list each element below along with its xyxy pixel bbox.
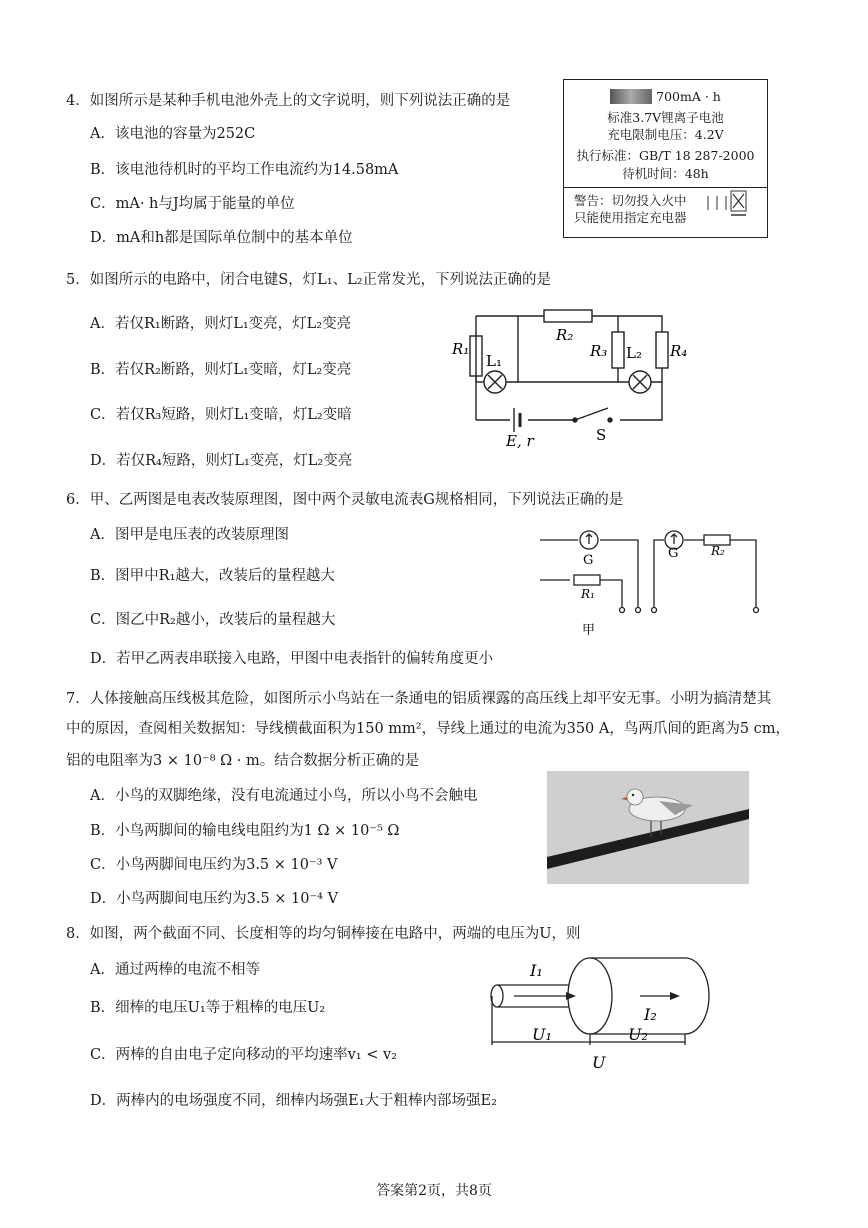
q6-stem: 6．甲、乙两图是电表改装原理图，图中两个灵敏电流表G规格相同，下列说法正确的是: [66, 492, 624, 508]
q6-option-b[interactable]: B．图甲中R₁越大，改装后的量程越大: [90, 568, 335, 584]
q6-caption-jia: 甲: [582, 623, 596, 638]
q8-stem: 8．如图，两个截面不同、长度相等的均匀铜棒接在电路中，两端的电压为U，则: [66, 926, 581, 942]
q5-label-source: E, r: [506, 432, 534, 450]
bird-on-wire-photo: [547, 771, 749, 884]
q7-option-c[interactable]: C．小鸟两脚间电压约为3.5 × 10⁻³ V: [90, 857, 338, 873]
q4-option-b[interactable]: B．该电池待机时的平均工作电流约为14.58mA: [90, 162, 399, 178]
q7-option-a[interactable]: A．小鸟的双脚绝缘，没有电流通过小鸟，所以小鸟不会触电: [90, 788, 478, 804]
q5-option-b[interactable]: B．若仅R₂断路，则灯L₁变暗，灯L₂变亮: [90, 362, 352, 378]
q7-option-d[interactable]: D．小鸟两脚间电压约为3.5 × 10⁻⁴ V: [90, 891, 339, 907]
q8-label-u2: U₂: [628, 1025, 648, 1044]
q5-option-d[interactable]: D．若仅R₄短路，则灯L₁变亮，灯L₂变亮: [90, 453, 353, 469]
q8-option-b[interactable]: B．细棒的电压U₁等于粗棒的电压U₂: [90, 1000, 326, 1016]
q6-label-g-left: G: [583, 553, 594, 568]
battery-capacity-row: [564, 87, 767, 106]
battery-charge-voltage: 充电限制电压：4.2V: [607, 127, 724, 142]
q7-stem-line3: 铝的电阻率为3 × 10⁻⁸ Ω · m。结合数据分析正确的是: [66, 753, 420, 769]
q8-label-u: U: [592, 1053, 606, 1072]
q5-label-l1: L₁: [486, 352, 502, 370]
q8-option-c[interactable]: C．两棒的自由电子定向移动的平均速率v₁ < v₂: [90, 1047, 397, 1063]
q7-option-b[interactable]: B．小鸟两脚间的输电线电阻约为1 Ω × 10⁻⁵ Ω: [90, 823, 400, 839]
q5-stem: 5．如图所示的电路中，闭合电键S，灯L₁、L₂正常发光，下列说法正确的是: [66, 272, 552, 288]
q4-option-c[interactable]: C．mA· h与J均属于能量的单位: [90, 196, 295, 212]
battery-graphic-icon: [610, 89, 652, 104]
battery-standard: 执行标准：GB/T 18 287-2000: [576, 148, 755, 163]
q8-label-i1: I₁: [530, 961, 543, 980]
q5-label-r4: R₄: [670, 342, 688, 360]
q8-rods-diagram: [480, 950, 720, 1075]
q8-option-d[interactable]: D．两棒内的电场强度不同，细棒内场强E₁大于粗棒内部场强E₂: [90, 1093, 497, 1109]
q6-option-d[interactable]: D．若甲乙两表串联接入电路，甲图中电表指针的偏转角度更小: [90, 651, 494, 667]
q5-circuit-diagram: [440, 296, 700, 456]
q5-label-r3: R₃: [590, 342, 608, 360]
q4-option-a[interactable]: A．该电池的容量为252C: [90, 126, 256, 142]
q5-label-switch: S: [596, 426, 607, 444]
q5-label-l2: L₂: [626, 344, 642, 362]
q4-stem: 4．如图所示是某种手机电池外壳上的文字说明，则下列说法正确的是: [66, 93, 511, 109]
page-footer: 答案第2页，共8页: [376, 1183, 492, 1199]
q5-option-c[interactable]: C．若仅R₃短路，则灯L₁变暗，灯L₂变暗: [90, 407, 352, 423]
q5-label-r1: R₁: [452, 340, 470, 358]
q4-option-d[interactable]: D．mA和h都是国际单位制中的基本单位: [90, 230, 353, 246]
q5-option-a[interactable]: A．若仅R₁断路，则灯L₁变亮，灯L₂变亮: [90, 316, 352, 332]
q6-label-r2: R₂: [711, 544, 725, 558]
battery-charger: 只能使用指定充电器: [574, 210, 687, 225]
q5-label-r2: R₂: [556, 326, 574, 344]
bird-photo-illustration: [547, 771, 749, 884]
q7-stem-line1: 7．人体接触高压线极其危险，如图所示小鸟站在一条通电的铝质裸露的高压线上却平安无事。小明为搞清楚其: [66, 691, 772, 707]
battery-standby: 待机时间：48h: [622, 166, 709, 181]
q8-label-u1: U₁: [532, 1025, 552, 1044]
q8-label-i2: I₂: [644, 1005, 657, 1024]
q6-label-g-right: G: [668, 546, 679, 561]
q6-meter-diagrams: [530, 522, 770, 642]
q8-option-a[interactable]: A．通过两棒的电流不相等: [90, 962, 260, 978]
q6-option-c[interactable]: C．图乙中R₂越小，改装后的量程越大: [90, 612, 336, 628]
battery-warning: 警告：切勿投入火中: [574, 191, 777, 210]
q6-label-r1: R₁: [581, 587, 595, 601]
battery-type: 标准3.7V锂离子电池: [607, 110, 724, 125]
battery-capacity: 700mA · h: [656, 89, 721, 104]
q7-stem-line2: 中的原因，查阅相关数据知：导线横截面积为150 mm²，导线上通过的电流为350 A，鸟两爪间的距离为5 cm，: [66, 721, 791, 737]
battery-label: [563, 79, 768, 238]
q6-option-a[interactable]: A．图甲是电压表的改装原理图: [90, 527, 289, 543]
